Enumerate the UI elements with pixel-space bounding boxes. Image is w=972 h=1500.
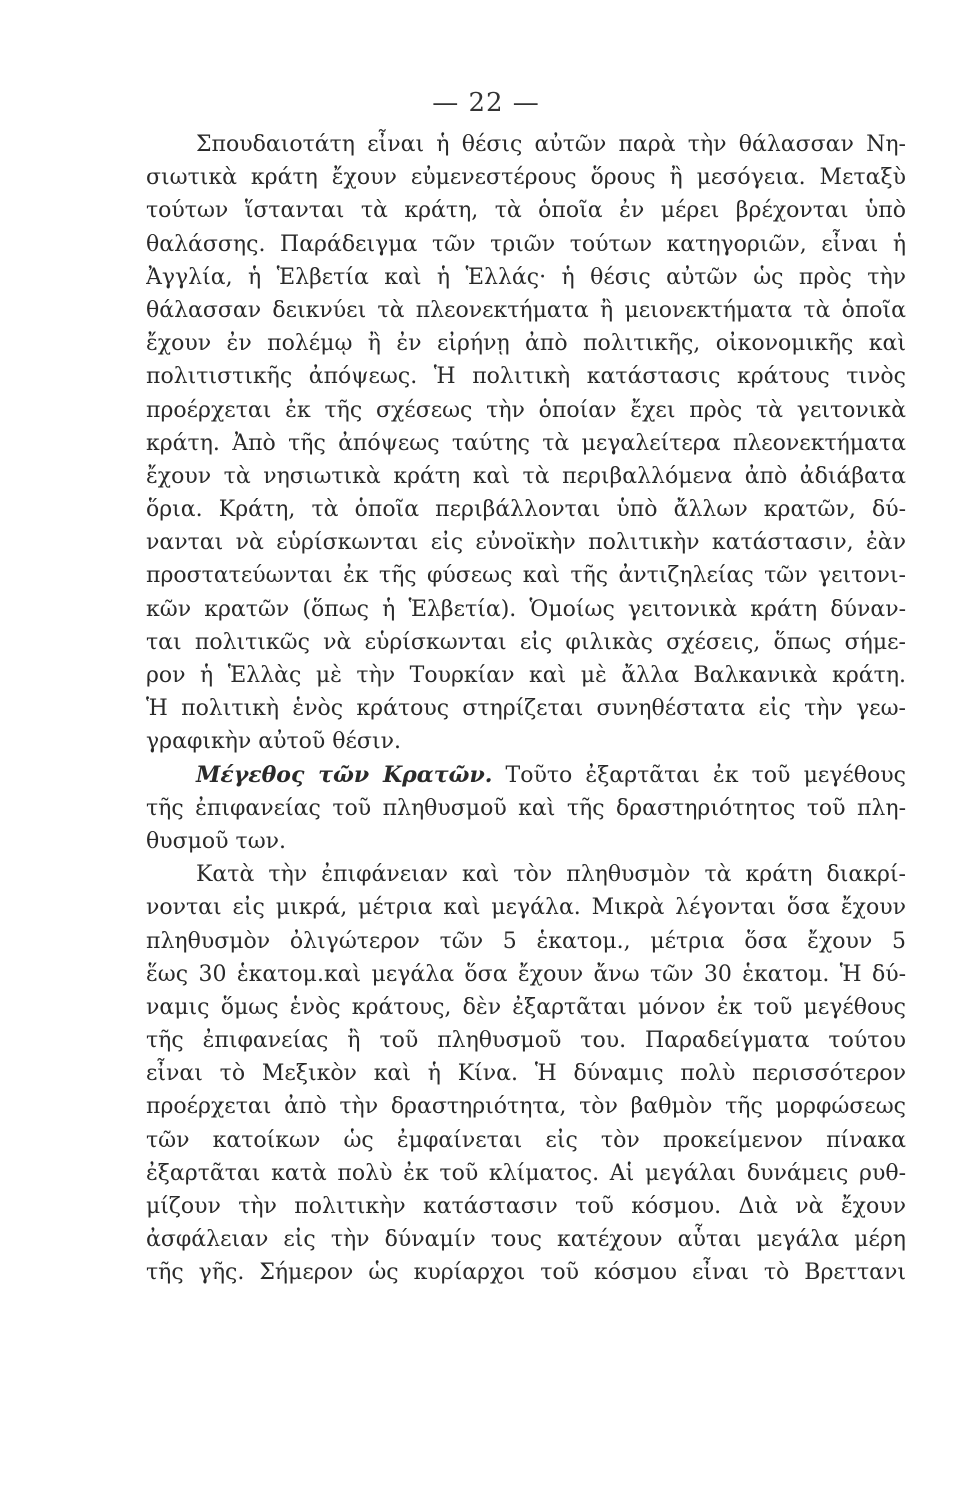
text-line: τῆς ἐπιφανείας τοῦ πληθυσμοῦ καὶ τῆς δραστηριότητος τοῦ πλη- <box>146 795 906 821</box>
text-line: νονται εἰς μικρά, μέτρια καὶ μεγάλα. Μικρὰ λέγονται ὅσα ἔχουν <box>146 895 906 921</box>
text-line: ἐξαρτᾶται κατὰ πολὺ ἐκ τοῦ κλίματος. Αἱ μεγάλαι δυνάμεις ρυθ- <box>146 1160 906 1186</box>
section-heading: Μέγεθος τῶν Κρατῶν. <box>196 761 493 788</box>
text-line: τούτων ἵστανται τὰ κράτη, τὰ ὁποῖα ἐν μέρει βρέχονται ὑπὸ <box>146 198 906 224</box>
text-line: νανται νὰ εὑρίσκωνται εἰς εὐνοϊκὴν πολιτικὴν κατάστασιν, ἐὰν <box>146 530 906 556</box>
text-line: Ἀγγλία, ἡ Ἑλβετία καὶ ἡ Ἑλλάς· ἡ θέσις αὐτῶν ὡς πρὸς τὴν <box>146 264 906 290</box>
text-line: προστατεύωνται ἐκ τῆς φύσεως καὶ τῆς ἀντιζηλείας τῶν γειτονι- <box>146 563 906 589</box>
text-line: θάλασσαν δεικνύει τὰ πλεονεκτήματα ἢ μειονεκτήματα τὰ ὁποῖα <box>146 297 906 323</box>
text-line: ται πολιτικῶς νὰ εὑρίσκωνται εἰς φιλικὰς σχέσεις, ὅπως σήμε- <box>146 629 906 655</box>
heading-continuation: Τοῦτο ἐξαρτᾶται ἐκ τοῦ μεγέθους <box>492 762 906 788</box>
text-line: ἔχουν τὰ νησιωτικὰ κράτη καὶ τὰ περιβαλλόμενα ἀπὸ ἀδιάβατα <box>146 463 906 489</box>
text-line: γραφικὴν αὐτοῦ θέσιν. <box>146 729 401 755</box>
text-line: μίζουν τὴν πολιτικὴν κατάστασιν τοῦ κόσμου. Διὰ νὰ ἔχουν <box>146 1194 906 1219</box>
text-line: προέρχεται ἐκ τῆς σχέσεως τὴν ὁποίαν ἔχει πρὸς τὰ γειτονικὰ <box>146 397 906 423</box>
section-heading-line <box>146 759 906 792</box>
text-line: τῆς γῆς. Σήμερον ὡς κυρίαρχοι τοῦ κόσμου εἶναι τὸ Βρεττανι <box>146 1260 906 1286</box>
text-line: πολιτιστικῆς ἀπόψεως. Ἡ πολιτικὴ κατάστασις κράτους τινὸς <box>146 364 906 390</box>
text-line: Κατὰ τὴν ἐπιφάνειαν καὶ τὸν πληθυσμὸν τὰ κράτη διακρί- <box>196 862 906 888</box>
body-text <box>146 128 906 1290</box>
text-line: Ἡ πολιτικὴ ἑνὸς κράτους στηρίζεται συνηθέστατα εἰς τὴν γεω- <box>146 696 906 722</box>
text-line: ναμις ὅμως ἑνὸς κράτους, δὲν ἐξαρτᾶται μόνον ἐκ τοῦ μεγέθους <box>146 994 906 1020</box>
text-line: σιωτικὰ κράτη ἔχουν εὐμενεστέρους ὅρους ἢ μεσόγεια. Μεταξὺ <box>146 165 906 191</box>
text-line: Σπουδαιοτάτη εἶναι ἡ θέσις αὐτῶν παρὰ τὴν θάλασσαν Νη- <box>196 132 906 157</box>
text-line: ρον ἡ Ἑλλὰς μὲ τὴν Τουρκίαν καὶ μὲ ἄλλα Βαλκανικὰ κράτη. <box>146 663 906 688</box>
text-line: ἕως 30 ἑκατομ.καὶ μεγάλα ὅσα ἔχουν ἄνω τῶν 30 ἑκατομ. Ἡ δύ- <box>146 961 906 987</box>
text-line: τῶν κατοίκων ὡς ἐμφαίνεται εἰς τὸν προκείμενον πίνακα <box>146 1127 906 1153</box>
text-line: θυσμοῦ των. <box>146 828 287 854</box>
text-line: θαλάσσης. Παράδειγμα τῶν τριῶν τούτων κατηγοριῶν, εἶναι ἡ <box>146 231 906 257</box>
text-line: προέρχεται ἀπὸ τὴν δραστηριότητα, τὸν βαθμὸν τῆς μορφώσεως <box>146 1094 906 1120</box>
text-line: ὅρια. Κράτη, τὰ ὁποῖα περιβάλλονται ὑπὸ ἄλλων κρατῶν, δύ- <box>146 497 906 523</box>
text-line: ἀσφάλειαν εἰς τὴν δύναμίν τους κατέχουν αὗται μεγάλα μέρη <box>146 1227 906 1253</box>
text-line: κράτη. Ἀπὸ τῆς ἀπόψεως ταύτης τὰ μεγαλείτερα πλεονεκτήματα <box>146 430 906 456</box>
text-line: κῶν κρατῶν (ὅπως ἡ Ἑλβετία). Ὁμοίως γειτονικὰ κράτη δύναν- <box>146 596 906 622</box>
text-line: πληθυσμὸν ὀλιγώτερον τῶν 5 ἑκατομ., μέτρια ὅσα ἔχουν 5 <box>146 928 906 954</box>
page-number: — 22 — <box>432 88 540 118</box>
text-line: ἔχουν ἐν πολέμῳ ἢ ἐν εἰρήνῃ ἀπὸ πολιτικῆς, οἰκονομικῆς καὶ <box>146 331 906 357</box>
text-line: τῆς ἐπιφανείας ἢ τοῦ πληθυσμοῦ του. Παραδείγματα τούτου <box>146 1028 906 1054</box>
text-line: εἶναι τὸ Μεξικὸν καὶ ἡ Κίνα. Ἡ δύναμις πολὺ περισσότερον <box>146 1061 906 1087</box>
